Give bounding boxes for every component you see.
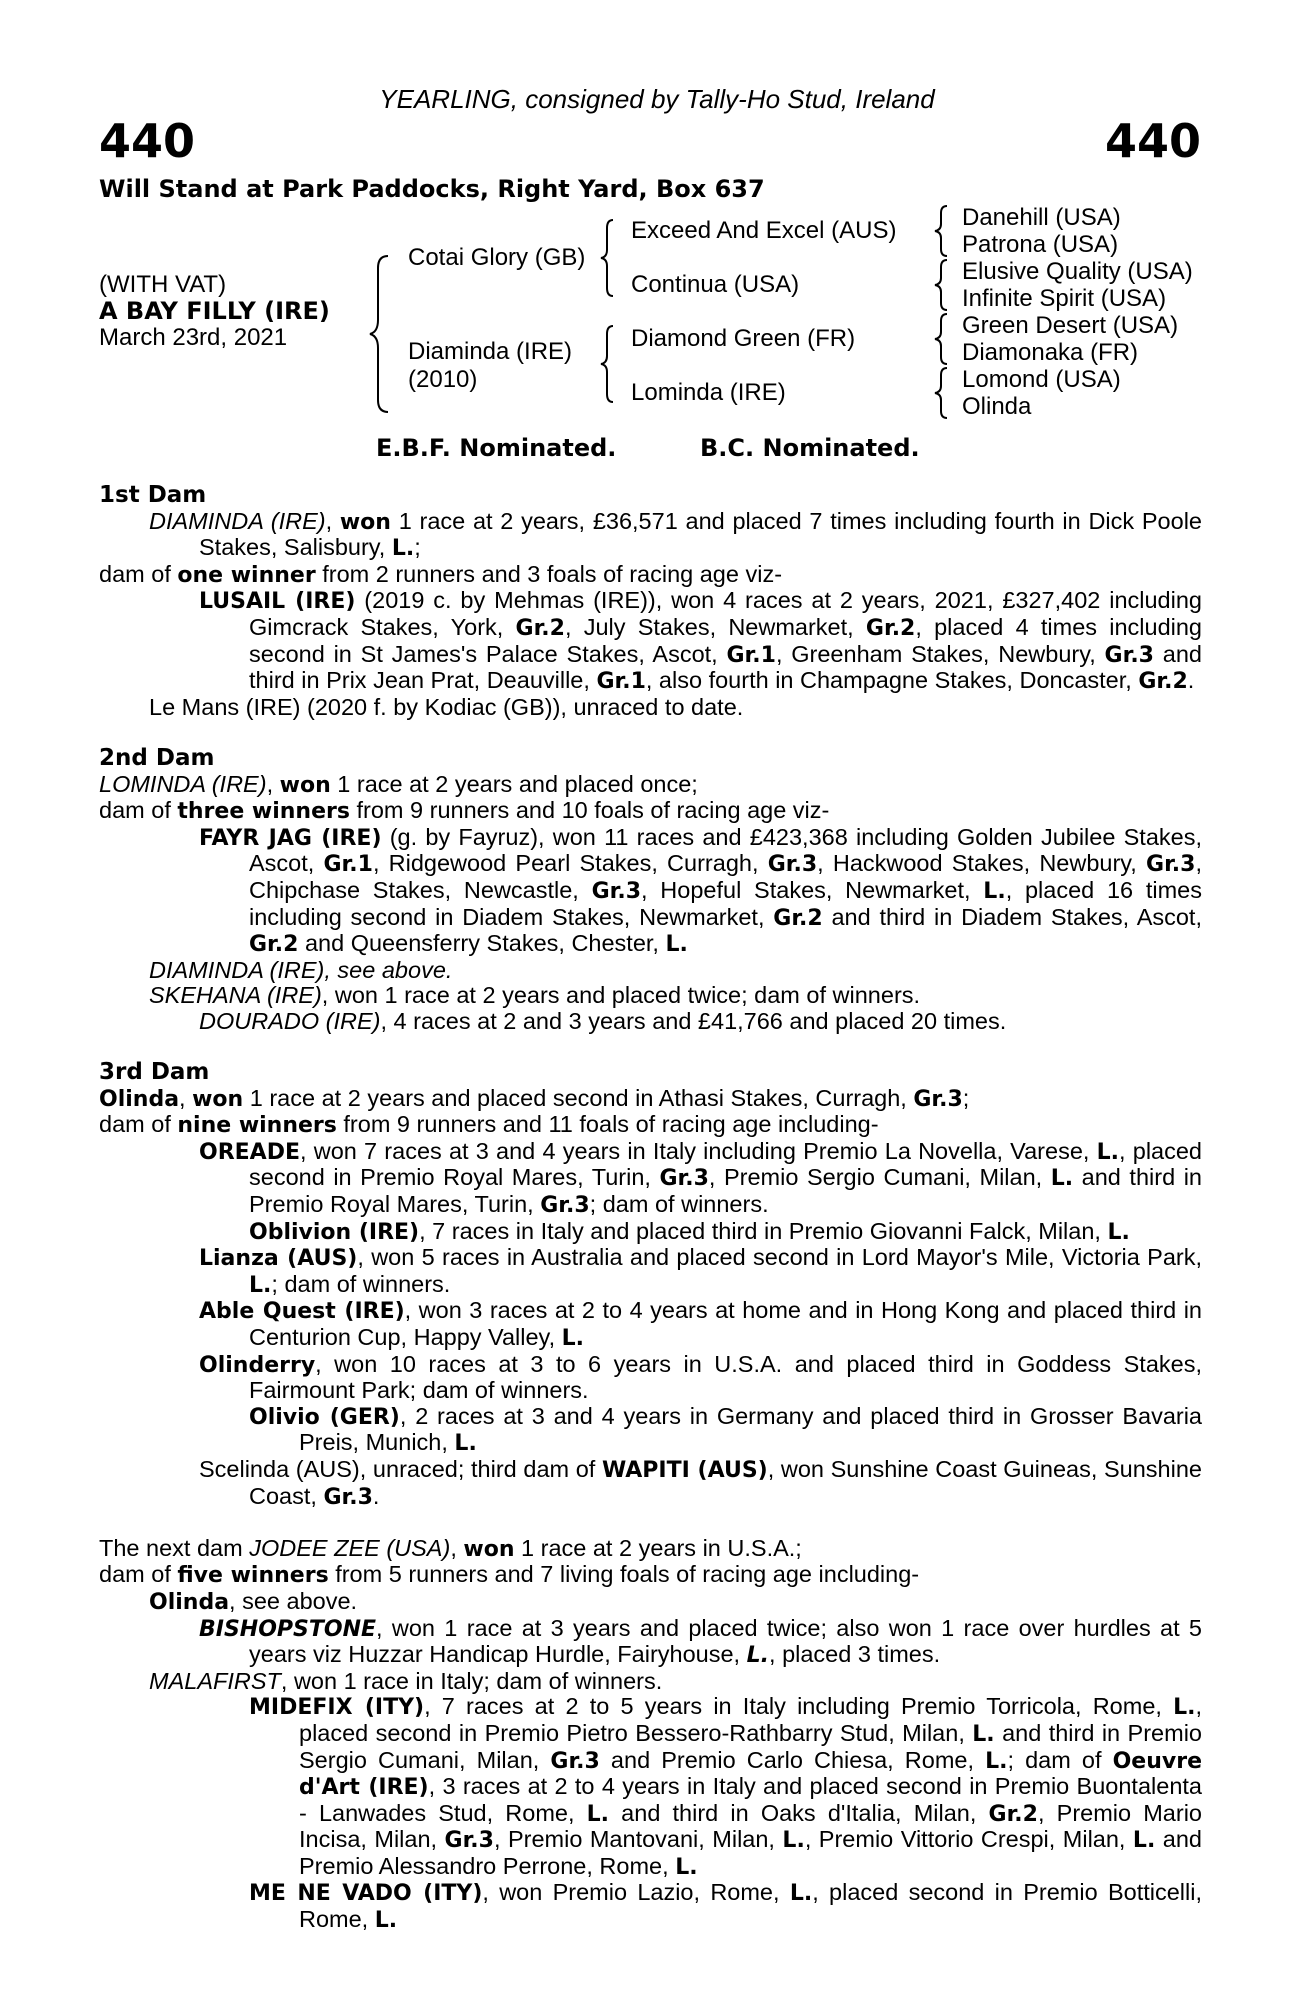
progeny-entry: Le Mans (IRE) (2020 f. by Kodiac (GB)), unraced to date. [149,693,744,720]
lot-number-right: 440 [1104,114,1201,168]
granddam-dam-1: Patrona (USA) [962,231,1119,258]
progeny-entry: LUSAIL (IRE) (2019 c. by Mehmas (IRE)), won 4 races at 2 years, 2021, £327,402 including Gimcrack Stakes, York, Gr.2, July Stakes, Newmarket, Gr.2, placed 4 times including second in St James's Palace Stakes, Ascot, Gr.1, Greenham Stakes, Newbury, Gr.3 and third in Prix Jean Prat, Deauville, Gr.1, also fourth in Champagne Stakes, Doncaster, Gr.2. [199,587,1203,695]
brace-g4 [932,366,950,420]
dam-sire: Diamond Green (FR) [631,325,856,352]
progeny-entry: Olinderry, won 10 races at 3 to 6 years in U.S.A. and placed third in Goddess Stakes, Fairmount Park; dam of winners. [199,1350,1202,1404]
granddam-sire-4: Lomond (USA) [962,366,1121,393]
granddam-sire-2: Elusive Quality (USA) [962,258,1193,285]
sire-dam: Continua (USA) [631,271,800,298]
main-brace [368,254,392,414]
granddam-sire-3: Green Desert (USA) [962,312,1179,339]
progeny-entry: Olivio (GER), 2 races at 3 and 4 years in Germany and placed third in Grosser Bavaria Preis, Munich, L. [249,1402,1202,1457]
progeny-entry: Able Quest (IRE), won 3 races at 2 to 4 years at home and in Hong Kong and placed third in Centurion Cup, Happy Valley, L. [199,1297,1202,1351]
ebf-nomination: E.B.F. Nominated. [376,434,617,462]
dam-dam: Lominda (IRE) [631,379,786,406]
catalogue-subtitle: YEARLING, consigned by Tally-Ho Stud, Ireland [379,84,935,114]
progeny-entry: Lianza (AUS), won 5 races in Australia and placed second in Lord Mayor's Mile, Victoria Park, L.; dam of winners. [199,1244,1202,1298]
progeny-entry: MIDEFIX (ITY), 7 races at 2 to 5 years in Italy including Premio Torricola, Rome, L., placed second in Premio Pietro Bessero-Rathbarry Stud, Milan, L. and third in Premio Sergio Cumani, Milan, Gr.3 and Premio Carlo Chiesa, Rome, L.; dam of Oeuvre d'Art (IRE), 3 races at 2 to 4 years in Italy and placed second in Premio Buontalenta - Lanwades Stud, Rome, L. and third in Oaks d'Italia, Milan, Gr.2, Premio Mario Incisa, Milan, Gr.3, Premio Mantovani, Milan, L., Premio Vittorio Crespi, Milan, L. and Premio Alessandro Perrone, Rome, L. [249,1693,1203,1880]
progeny-entry: Olinda, see above. [149,1587,358,1615]
progeny-entry: Oblivion (IRE), 7 races in Italy and placed third in Premio Giovanni Falck, Milan, L. [249,1217,1130,1245]
dam-year: (2010) [408,366,478,393]
progeny-entry: BISHOPSTONE, won 1 race at 3 years and placed twice; also won 1 race over hurdles at 5 years viz Huzzar Handicap Hurdle, Fairyhouse, L., placed 3 times. [199,1614,1202,1669]
sire-brace [598,218,616,298]
lot-number-left: 440 [99,114,196,168]
progeny-entry: SKEHANA (IRE), won 1 race at 2 years and placed twice; dam of winners. [149,982,921,1009]
dam-record: DIAMINDA (IRE), won 1 race at 2 years, £36,571 and placed 7 times including fourth in Dick Poole Stakes, Salisbury, L.; [149,507,1202,562]
produce-record [99,483,1202,1934]
dam-record: LOMINDA (IRE), won 1 race at 2 years and placed once; [99,770,698,798]
progeny-entry: FAYR JAG (IRE) (g. by Fayruz), won 11 races and £423,368 including Golden Jubilee Stakes, Ascot, Gr.1, Ridgewood Pearl Stakes, Curragh, Gr.3, Hackwood Stakes, Newbury, Gr.3, Chipchase Stakes, Newcastle, Gr.3, Hopeful Stakes, Newmarket, L., placed 16 times including second in Diadem Stakes, Newmarket, Gr.2 and third in Diadem Stakes, Ascot, Gr.2 and Queensferry Stakes, Chester, L. [199,823,1203,958]
dam-summary: dam of one winner from 2 runners and 3 foals of racing age viz- [99,560,783,588]
progeny-entry: OREADE, won 7 races at 3 and 4 years in Italy including Premio La Novella, Varese, L., placed second in Premio Royal Mares, Turin, Gr.3, Premio Sergio Cumani, Milan, L. and third in Premio Royal Mares, Turin, Gr.3; dam of winners. [199,1137,1202,1219]
dam-record: Olinda, won 1 race at 2 years and placed second in Athasi Stakes, Curragh, Gr.3; [99,1084,970,1112]
section-heading-2nd-dam: 2nd Dam [99,744,215,771]
brace-g3 [932,312,950,366]
dam-summary: dam of nine winners from 9 runners and 11 foals of racing age including- [99,1111,879,1139]
dam: Diaminda (IRE) [408,338,573,365]
brace-g2 [932,258,950,312]
stand-location: Will Stand at Park Paddocks, Right Yard, Box 637 [99,175,765,203]
progeny-entry: MALAFIRST, won 1 race in Italy; dam of winners. [149,1667,663,1694]
vat-note: (WITH VAT) [99,271,227,298]
sire-sire: Exceed And Excel (AUS) [631,217,897,244]
progeny-entry: DIAMINDA (IRE), see above. [149,956,453,983]
progeny-entry: Scelinda (AUS), unraced; third dam of WAPITI (AUS), won Sunshine Coast Guineas, Sunshine Coast, Gr.3. [199,1455,1202,1510]
dam-record: The next dam JODEE ZEE (USA), won 1 race at 2 years in U.S.A.; [99,1534,802,1562]
progeny-entry: ME NE VADO (ITY), won Premio Lazio, Rome, L., placed second in Premio Botticelli, Rome, L. [249,1879,1202,1934]
granddam-sire-1: Danehill (USA) [962,204,1121,231]
dam-summary: dam of five winners from 5 runners and 7 living foals of racing age including- [99,1561,920,1589]
granddam-dam-4: Olinda [962,393,1032,420]
granddam-dam-2: Infinite Spirit (USA) [962,285,1167,312]
horse-name: A BAY FILLY (IRE) [99,297,330,325]
brace-g1 [932,204,950,258]
dam-summary: dam of three winners from 9 runners and 10 foals of racing age viz- [99,797,830,825]
progeny-entry: DOURADO (IRE), 4 races at 2 and 3 years and £41,766 and placed 20 times. [199,1007,1007,1034]
bc-nomination: B.C. Nominated. [700,434,920,462]
foaling-date: March 23rd, 2021 [99,324,288,351]
granddam-dam-3: Diamonaka (FR) [962,339,1139,366]
section-heading-3rd-dam: 3rd Dam [99,1059,210,1086]
section-heading-1st-dam: 1st Dam [99,482,207,508]
dam-brace [598,324,616,404]
sire: Cotai Glory (GB) [408,244,586,271]
